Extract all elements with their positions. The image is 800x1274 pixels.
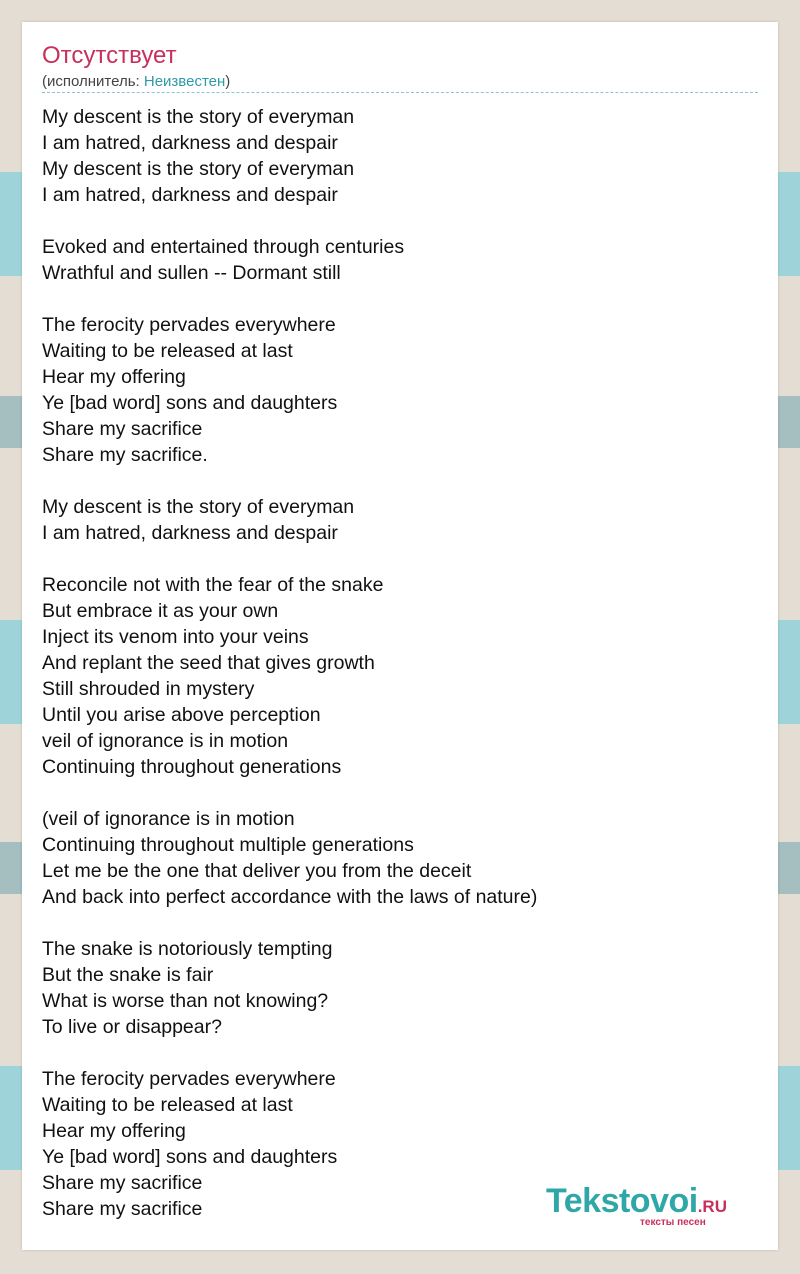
logo-tld: .RU <box>697 1197 727 1216</box>
lyric-line: I am hatred, darkness and despair <box>42 184 338 206</box>
lyric-line: I am hatred, darkness and despair <box>42 132 338 154</box>
lyric-line: And replant the seed that gives growth <box>42 652 375 674</box>
lyric-line: Wrathful and sullen -- Dormant still <box>42 262 341 284</box>
lyric-line: Share my sacrifice <box>42 1198 203 1220</box>
lyric-line: Evoked and entertained through centuries <box>42 236 405 258</box>
lyric-line: To live or disappear? <box>42 1016 222 1038</box>
lyric-line: My descent is the story of everyman <box>42 496 355 518</box>
lyric-line: Hear my offering <box>42 1120 186 1142</box>
artist-link[interactable]: Неизвестен <box>143 73 226 90</box>
lyric-line: Ye [bad word] sons and daughters <box>42 392 338 414</box>
lyric-line <box>42 1040 758 1066</box>
lyric-line: Ye [bad word] sons and daughters <box>42 1146 338 1168</box>
lyric-line: Reconcile not with the fear of the snake <box>42 574 384 596</box>
lyric-line <box>42 780 758 806</box>
artist-prefix: (исполнитель: <box>42 73 144 90</box>
lyric-line: Let me be the one that deliver you from the deceit <box>42 860 472 882</box>
lyric-line <box>42 468 758 494</box>
lyric-line: Share my sacrifice <box>42 1172 203 1194</box>
lyrics-card <box>22 22 778 1250</box>
artist-suffix: ) <box>225 73 231 90</box>
lyric-line: My descent is the story of everyman <box>42 158 355 180</box>
logo-tagline: тексты песен <box>640 1217 706 1228</box>
lyric-line: What is worse than not knowing? <box>42 990 329 1012</box>
lyric-line: Hear my offering <box>42 366 186 388</box>
lyric-line: Still shrouded in mystery <box>42 678 255 700</box>
lyric-line: Share my sacrifice <box>42 418 203 440</box>
artist-line <box>42 72 230 92</box>
lyric-line: I am hatred, darkness and despair <box>42 522 338 544</box>
lyric-line: Share my sacrifice. <box>42 444 208 466</box>
lyric-line: Continuing throughout multiple generations <box>42 834 414 856</box>
divider <box>42 92 758 93</box>
lyric-line: But embrace it as your own <box>42 600 279 622</box>
lyric-line: veil of ignorance is in motion <box>42 730 289 752</box>
song-title: Отсутствует <box>42 42 177 69</box>
lyric-line: The ferocity pervades everywhere <box>42 314 336 336</box>
lyric-line: My descent is the story of everyman <box>42 106 355 128</box>
lyric-line: Waiting to be released at last <box>42 340 293 362</box>
lyric-line: (veil of ignorance is in motion <box>42 808 295 830</box>
logo-name: Tekstovoi <box>546 1182 698 1220</box>
lyric-line: Inject its venom into your veins <box>42 626 309 648</box>
lyric-line: Continuing throughout generations <box>42 756 342 778</box>
lyric-line: Until you arise above perception <box>42 704 321 726</box>
lyric-line: And back into perfect accordance with the laws of nature) <box>42 886 538 908</box>
lyric-line <box>42 208 758 234</box>
lyrics-text <box>42 104 758 1222</box>
lyric-line: Waiting to be released at last <box>42 1094 293 1116</box>
lyric-line: The snake is notoriously tempting <box>42 938 333 960</box>
lyric-line <box>42 546 758 572</box>
lyric-line: The ferocity pervades everywhere <box>42 1068 336 1090</box>
lyric-line <box>42 910 758 936</box>
lyric-line: But the snake is fair <box>42 964 214 986</box>
lyric-line <box>42 286 758 312</box>
